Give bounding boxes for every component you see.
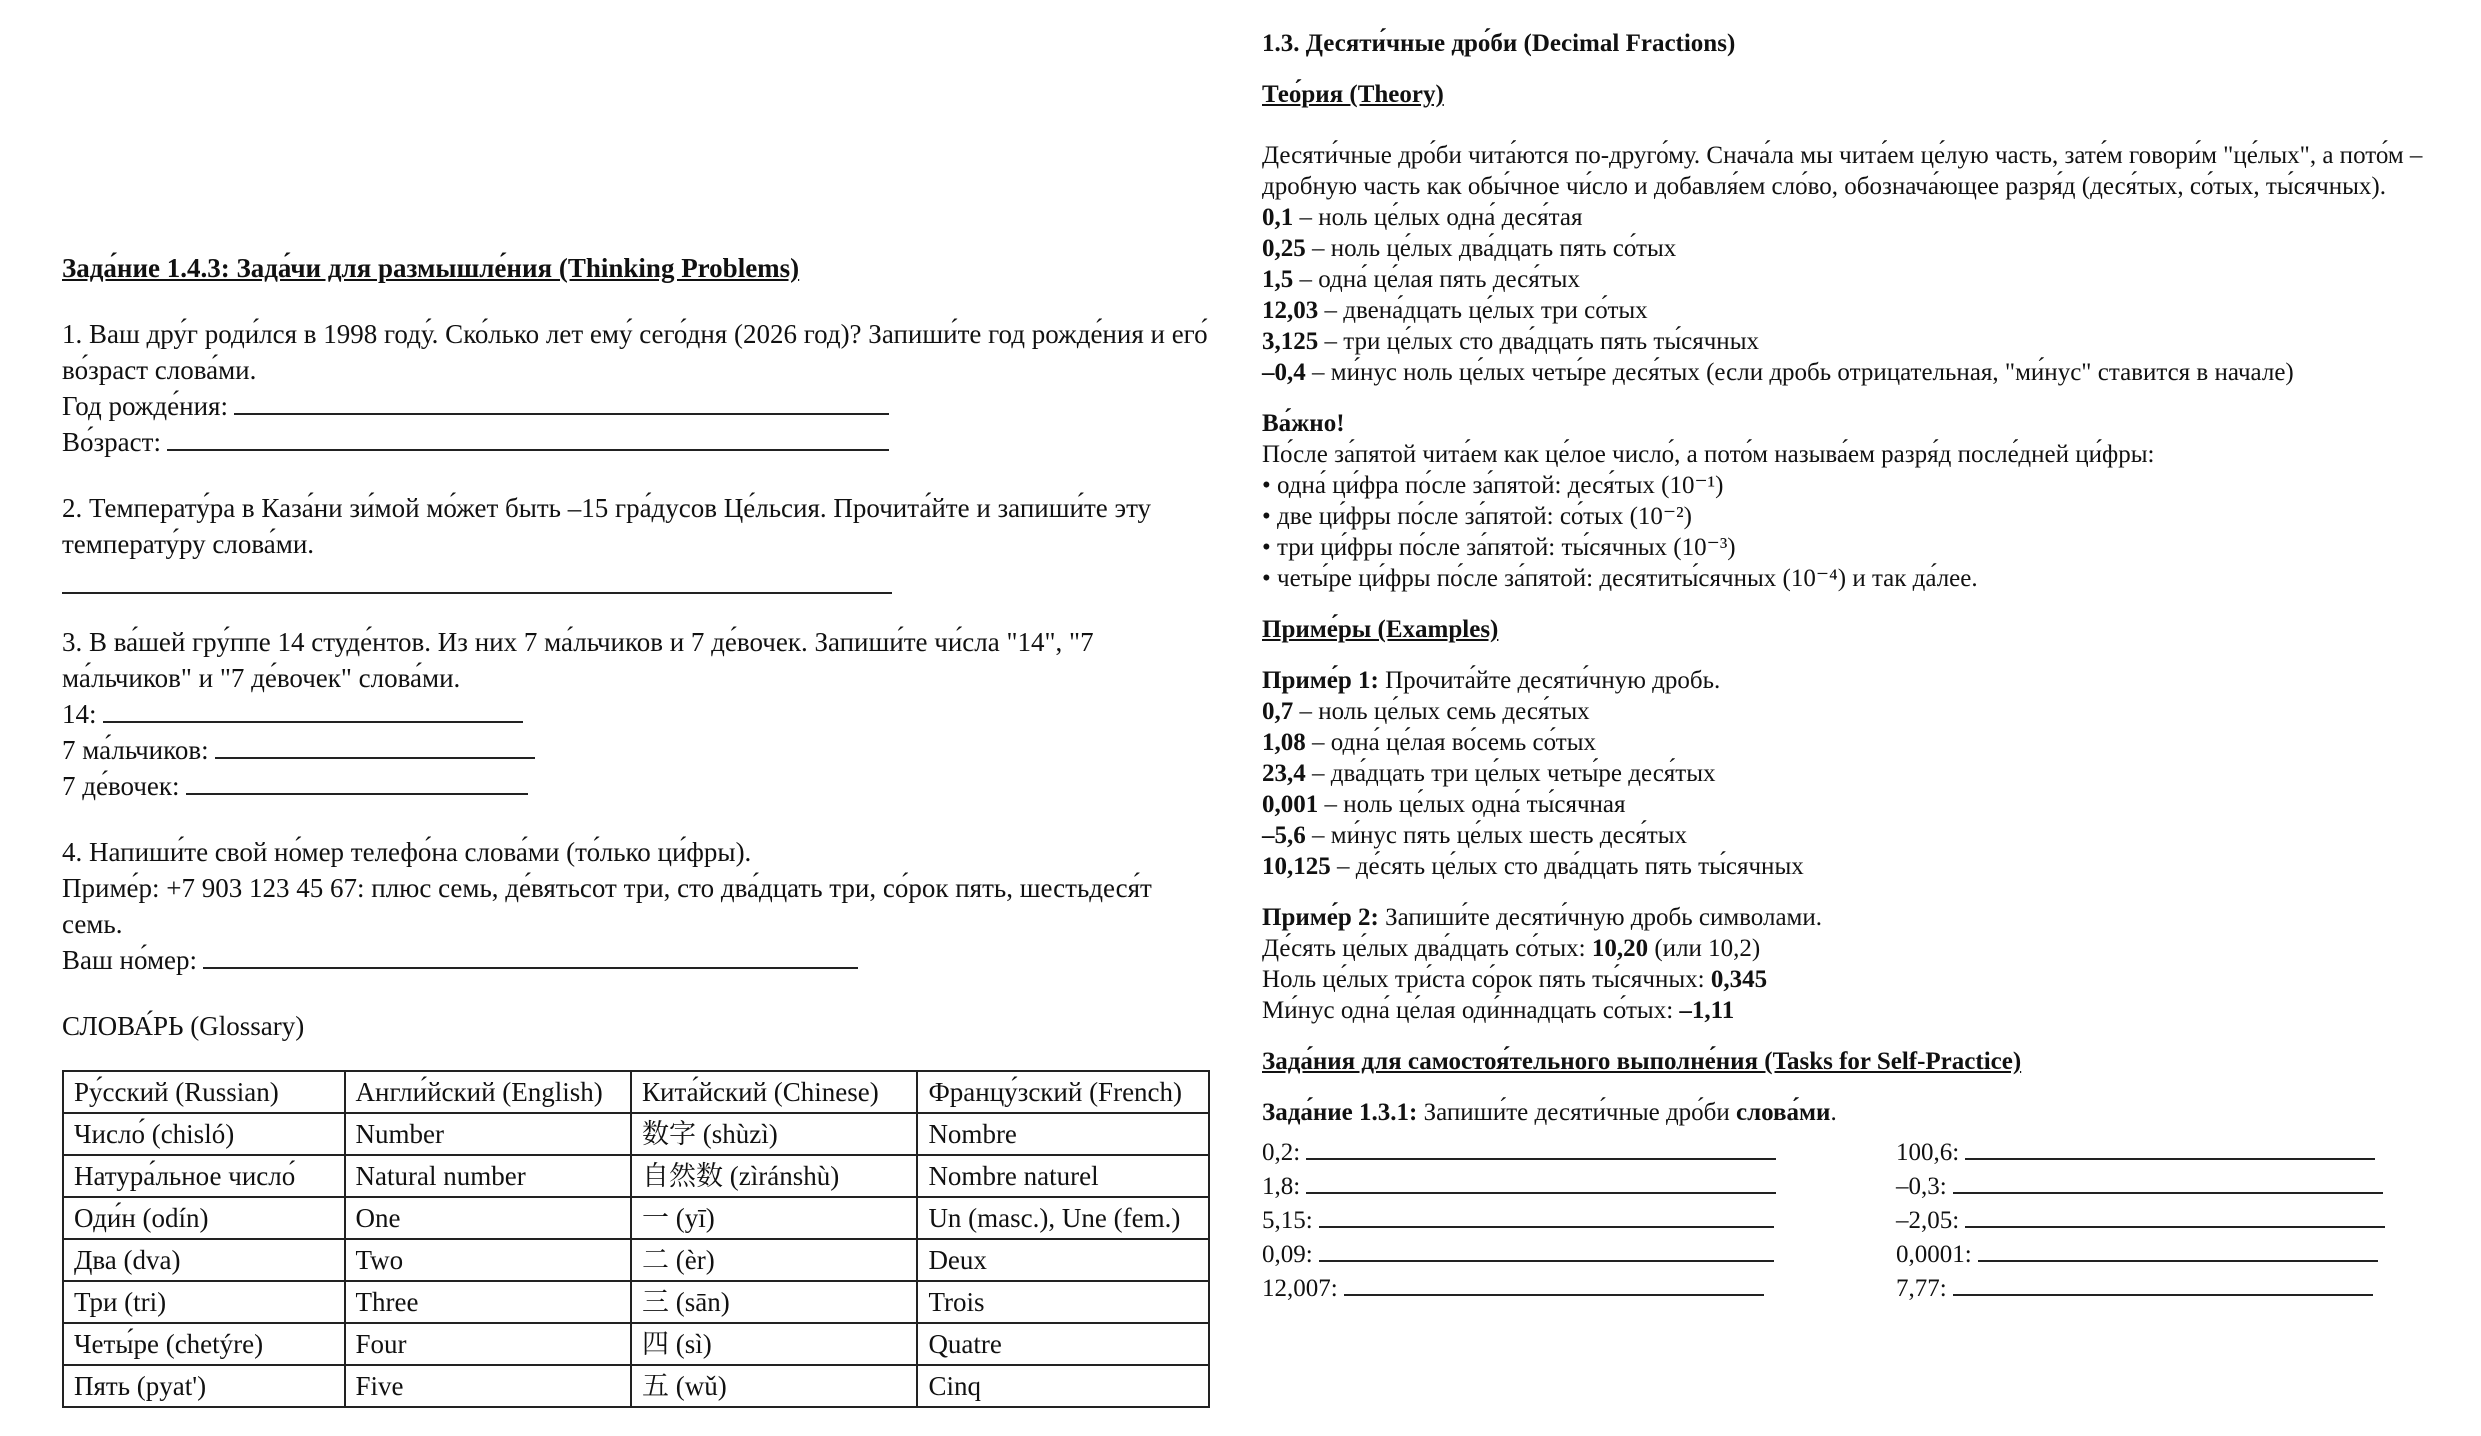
- reading-text: – два́дцать три це́лых четы́ре деся́тых: [1305, 760, 1716, 787]
- number-value: 1,08: [1262, 729, 1306, 756]
- table-row: [63, 1281, 1209, 1323]
- example-text: Запиши́те десяти́чную дробь символами.: [1378, 904, 1822, 931]
- table-cell: 数字 (shùzì): [631, 1113, 917, 1155]
- table-cell: Nombre naturel: [917, 1155, 1209, 1197]
- answer-line-girls[interactable]: [62, 768, 1212, 804]
- reading-text: – ми́нус ноль це́лых четы́ре деся́тых (если дробь отрицательная, "ми́нус" ставится в начале): [1305, 359, 2294, 386]
- reading-text: – ноль це́лых два́дцать пять со́тых: [1305, 235, 1677, 262]
- fraction-label: 5,15:: [1262, 1207, 1313, 1234]
- answer-label: Ваш но́мер:: [62, 945, 198, 975]
- number-value: 12,03: [1262, 297, 1319, 324]
- answer-blank[interactable]: [1953, 1270, 2373, 1296]
- example-label: Приме́р 2:: [1262, 904, 1379, 931]
- fraction-label: 12,007:: [1262, 1275, 1338, 1302]
- reading-text: – де́сять це́лых сто два́дцать пять ты́сячных: [1330, 853, 1804, 880]
- answer-blank[interactable]: [186, 769, 528, 795]
- question-2: 2. Температу́ра в Каза́ни зи́мой мо́жет быть –15 гра́дусов Це́льсия. Прочита́йте и запиши́те эту температу́ру слова́ми.: [62, 493, 1152, 559]
- glossary-title: СЛОВА́РЬ (Glossary): [62, 1011, 305, 1041]
- theory-heading: Тео́рия (Theory): [1262, 81, 1444, 108]
- reading-text: – одна́ це́лая пять деся́тых: [1293, 266, 1580, 293]
- list-item: [1262, 202, 2462, 233]
- table-cell: Four: [345, 1323, 631, 1365]
- table-cell: Натура́льное число́: [63, 1155, 345, 1197]
- birth-label: Год рожде́ния:: [62, 391, 228, 421]
- answer-label: 7 ма́льчиков:: [62, 735, 209, 765]
- answer-blank[interactable]: [167, 425, 889, 451]
- fraction-label: 100,6:: [1896, 1139, 1960, 1166]
- table-cell: 二 (èr): [631, 1239, 917, 1281]
- example-text: Прочита́йте десяти́чную дробь.: [1378, 667, 1721, 694]
- answer-blank[interactable]: [62, 562, 892, 594]
- list-item: [1262, 295, 2462, 326]
- reading-text: – одна́ це́лая во́семь со́тых: [1305, 729, 1596, 756]
- readings-list: [1262, 202, 2462, 388]
- reading-text: – ми́нус пять це́лых шесть деся́тых: [1305, 822, 1688, 849]
- section-title: 1.3. Десяти́чные дро́би (Decimal Fractions): [1262, 30, 1736, 57]
- number-value: 0,001: [1262, 791, 1319, 818]
- table-cell: 五 (wǔ): [631, 1365, 917, 1407]
- list-item: • две ци́фры по́сле за́пятой: со́тых (10⁻²): [1262, 503, 1692, 530]
- table-cell: Nombre: [917, 1113, 1209, 1155]
- important-heading: Ва́жно!: [1262, 410, 1345, 437]
- table-cell: Trois: [917, 1281, 1209, 1323]
- number-value: 0,1: [1262, 204, 1294, 231]
- self-practice-item[interactable]: [1896, 1270, 2456, 1304]
- number-value: 0,7: [1262, 698, 1294, 725]
- number-value: 10,125: [1262, 853, 1331, 880]
- table-row: [63, 1197, 1209, 1239]
- glossary-table: [62, 1070, 1210, 1408]
- table-cell: Three: [345, 1281, 631, 1323]
- answer-blank[interactable]: [1344, 1270, 1764, 1296]
- list-item: • одна́ ци́фра по́сле за́пятой: деся́тых (10⁻¹): [1262, 472, 1724, 499]
- table-row: [63, 1239, 1209, 1281]
- number-value: –1,11: [1679, 997, 1735, 1024]
- glossary-header-row: [63, 1071, 1209, 1113]
- answer-line-age[interactable]: [62, 424, 1212, 460]
- table-cell: 三 (sān): [631, 1281, 917, 1323]
- number-value: 0,345: [1710, 966, 1768, 993]
- self-practice-item[interactable]: [1262, 1270, 1882, 1304]
- tasks-heading: Зада́ния для самостоя́тельного выполне́ния (Tasks for Self-Practice): [1262, 1048, 2022, 1075]
- list-item: [1262, 789, 2462, 820]
- right-page: [1262, 28, 2462, 1304]
- list-item: [1262, 326, 2462, 357]
- task-title: Зада́ние 1.4.3: Зада́чи для размышле́ния (Thinking Problems): [62, 253, 800, 283]
- table-cell: Четы́ре (chetýre): [63, 1323, 345, 1365]
- table-row: [63, 1365, 1209, 1407]
- answer-blank[interactable]: [1965, 1202, 2385, 1228]
- table-cell: Три (tri): [63, 1281, 345, 1323]
- example-2-list: [1262, 933, 2462, 1026]
- self-practice-item[interactable]: [1896, 1134, 2456, 1168]
- bullet-list: [1262, 470, 2462, 594]
- self-practice-item[interactable]: [1262, 1236, 1882, 1270]
- table-cell: Two: [345, 1239, 631, 1281]
- list-item: [1262, 696, 2462, 727]
- answer-blank[interactable]: [234, 389, 889, 415]
- reading-text: – двена́дцать це́лых три со́тых: [1318, 297, 1648, 324]
- answer-blank[interactable]: [1306, 1134, 1776, 1160]
- list-item: [1262, 758, 2462, 789]
- question-1: 1. Ваш дру́г роди́лся в 1998 году́. Ско́лько лет ему́ сего́дня (2026 год)? Запиши́те год рожде́ния и его́ во́зраст слова́ми.: [62, 319, 1208, 385]
- list-item: • четы́ре ци́фры по́сле за́пятой: десятиты́сячных (10⁻⁴) и так да́лее.: [1262, 565, 1978, 592]
- table-cell: Natural number: [345, 1155, 631, 1197]
- table-row: [63, 1323, 1209, 1365]
- question-4: 4. Напиши́те свой но́мер телефо́на слова́ми (то́лько ци́фры).: [62, 837, 752, 867]
- table-cell: 自然数 (zìránshù): [631, 1155, 917, 1197]
- answer-blank[interactable]: [1953, 1168, 2383, 1194]
- answer-label: 14:: [62, 699, 97, 729]
- answer-blank[interactable]: [1319, 1202, 1774, 1228]
- reading-text: – ноль це́лых семь деся́тых: [1293, 698, 1590, 725]
- answer-blank[interactable]: [1978, 1236, 2378, 1262]
- answer-line-birth[interactable]: [62, 388, 1212, 424]
- table-cell: One: [345, 1197, 631, 1239]
- fraction-label: 0,2:: [1262, 1139, 1301, 1166]
- example-2-intro: [1262, 902, 2462, 933]
- list-item: [1262, 995, 2462, 1026]
- glossary-header-cell: Ру́сский (Russian): [63, 1071, 345, 1113]
- table-cell: Cinq: [917, 1365, 1209, 1407]
- answer-line-14[interactable]: [62, 696, 1212, 732]
- answer-line-phone[interactable]: [62, 942, 1212, 978]
- answer-line-boys[interactable]: [62, 732, 1212, 768]
- list-item: • три ци́фры по́сле за́пятой: ты́сячных (10⁻³): [1262, 534, 1736, 561]
- table-cell: Два (dva): [63, 1239, 345, 1281]
- answer-blank[interactable]: [215, 733, 535, 759]
- reading-text: Ми́нус одна́ це́лая оди́ннадцать со́тых:: [1262, 997, 1680, 1024]
- reading-text: – три це́лых сто два́дцать пять ты́сячных: [1318, 328, 1759, 355]
- table-cell: Five: [345, 1365, 631, 1407]
- answer-blank[interactable]: [203, 943, 858, 969]
- fraction-label: –2,05:: [1896, 1207, 1960, 1234]
- number-value: 1,5: [1262, 266, 1294, 293]
- fraction-label: 1,8:: [1262, 1173, 1301, 1200]
- number-value: 3,125: [1262, 328, 1319, 355]
- reading-text: Ноль це́лых три́ста со́рок пять ты́сячных:: [1262, 966, 1711, 993]
- table-row: [63, 1113, 1209, 1155]
- task-bold: слова́ми: [1736, 1099, 1831, 1126]
- fraction-label: –0,3:: [1896, 1173, 1947, 1200]
- example-1-intro: [1262, 665, 2462, 696]
- age-label: Во́зраст:: [62, 427, 161, 457]
- number-value: 23,4: [1262, 760, 1306, 787]
- self-practice-item[interactable]: [1262, 1168, 1882, 1202]
- example-1-list: [1262, 696, 2462, 882]
- self-practice-item[interactable]: [1896, 1168, 2456, 1202]
- answer-blank[interactable]: [1965, 1134, 2375, 1160]
- table-cell: 一 (yī): [631, 1197, 917, 1239]
- list-item: [1262, 264, 2462, 295]
- number-value: 10,20: [1591, 935, 1649, 962]
- left-page: [62, 250, 1212, 1408]
- answer-blank[interactable]: [1319, 1236, 1774, 1262]
- glossary-header-cell: Кита́йский (Chinese): [631, 1071, 917, 1113]
- list-item: [1262, 933, 2462, 964]
- table-cell: Число́ (chisló): [63, 1113, 345, 1155]
- number-value: –0,4: [1262, 359, 1306, 386]
- theory-text: Десяти́чные дро́би чита́ются по-друго́му. Снача́ла мы чита́ем це́лую часть, зате́м говори́м "це́лых", а пото́м – дробную часть как обы́чное чи́сло и добавля́ем сло́во, обознача́ющее разря́д (деся́тых, со́тых, ты́сячных).: [1262, 142, 2423, 200]
- table-cell: Un (masc.), Une (fem.): [917, 1197, 1209, 1239]
- self-practice-item[interactable]: [1262, 1202, 1882, 1236]
- question-3: 3. В ва́шей гру́ппе 14 студе́нтов. Из них 7 ма́льчиков и 7 де́вочек. Запиши́те чи́сла "14", "7 ма́льчиков" и "7 де́вочек" слова́ми.: [62, 627, 1094, 693]
- list-item: [1262, 233, 2462, 264]
- table-row: [63, 1155, 1209, 1197]
- task-intro: [1262, 1097, 2462, 1128]
- task-text: Запиши́те десяти́чные дро́би: [1417, 1099, 1737, 1126]
- table-cell: Number: [345, 1113, 631, 1155]
- important-text: По́сле за́пятой чита́ем как це́лое число́, а пото́м называ́ем разря́д после́дней ци́фры:: [1262, 441, 2155, 468]
- task-end: .: [1830, 1099, 1837, 1126]
- reading-note: (или 10,2): [1648, 935, 1761, 962]
- task-label: Зада́ние 1.3.1:: [1262, 1099, 1418, 1126]
- glossary-header-cell: Англи́йский (English): [345, 1071, 631, 1113]
- list-item: [1262, 851, 2462, 882]
- example-label: Приме́р 1:: [1262, 667, 1379, 694]
- list-item: [1262, 820, 2462, 851]
- table-cell: 四 (sì): [631, 1323, 917, 1365]
- glossary-header-cell: Францу́зский (French): [917, 1071, 1209, 1113]
- fraction-label: 7,77:: [1896, 1275, 1947, 1302]
- table-cell: Quatre: [917, 1323, 1209, 1365]
- answer-blank[interactable]: [1306, 1168, 1776, 1194]
- number-value: –5,6: [1262, 822, 1306, 849]
- table-cell: Оди́н (odín): [63, 1197, 345, 1239]
- fraction-label: 0,0001:: [1896, 1241, 1972, 1268]
- reading-text: – ноль це́лых одна́ ты́сячная: [1318, 791, 1626, 818]
- table-cell: Deux: [917, 1239, 1209, 1281]
- reading-text: Де́сять це́лых два́дцать со́тых:: [1262, 935, 1592, 962]
- list-item: [1262, 727, 2462, 758]
- number-value: 0,25: [1262, 235, 1306, 262]
- self-practice-item[interactable]: [1262, 1134, 1882, 1168]
- self-practice-item[interactable]: [1896, 1202, 2456, 1236]
- examples-heading: Приме́ры (Examples): [1262, 616, 1499, 643]
- self-practice-grid: [1262, 1134, 2462, 1304]
- list-item: [1262, 357, 2462, 388]
- list-item: [1262, 964, 2462, 995]
- table-cell: Пять (pyat'): [63, 1365, 345, 1407]
- self-practice-item[interactable]: [1896, 1236, 2456, 1270]
- answer-label: 7 де́вочек:: [62, 771, 180, 801]
- reading-text: – ноль це́лых одна́ деся́тая: [1293, 204, 1583, 231]
- answer-blank[interactable]: [103, 697, 523, 723]
- question-4-example: Приме́р: +7 903 123 45 67: плюс семь, де́вятьсот три, сто два́дцать три, со́рок пять, шестьдеся́т семь.: [62, 873, 1152, 939]
- fraction-label: 0,09:: [1262, 1241, 1313, 1268]
